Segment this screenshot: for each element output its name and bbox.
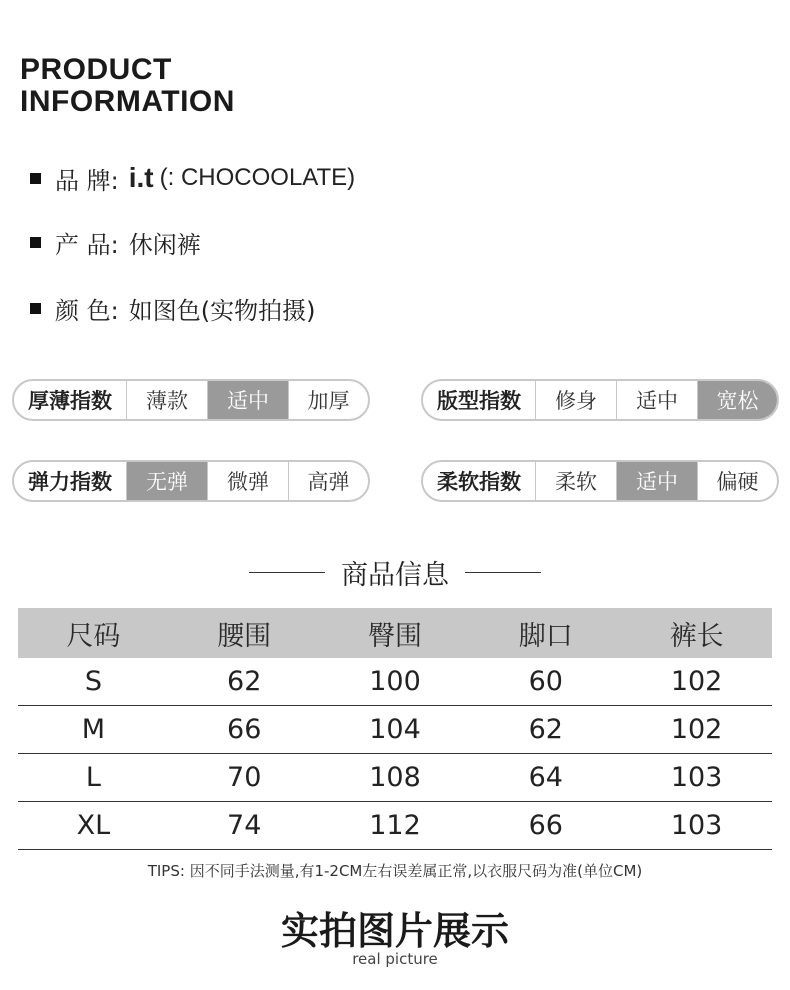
bullet-icon	[30, 237, 41, 248]
header-cell: 尺码	[66, 620, 121, 652]
table-cell: 66	[227, 714, 262, 745]
header-cell: 臀围	[367, 620, 422, 652]
meter-label: 版型指数	[423, 381, 536, 419]
brand-logo: i.t	[128, 162, 154, 193]
bullet-icon	[30, 303, 41, 314]
product-value: 休闲裤	[128, 230, 201, 259]
table-cell: 103	[670, 762, 723, 793]
table-cell: 112	[369, 810, 421, 841]
section-title	[0, 552, 790, 592]
meter-label: 柔软指数	[423, 462, 536, 500]
table-row	[18, 706, 772, 754]
divider-right	[465, 572, 541, 573]
meter-option: 宽松	[698, 381, 777, 419]
table-cell: 102	[670, 666, 723, 697]
table-cell: 102	[670, 714, 723, 745]
meter-option: 适中	[617, 462, 698, 500]
table-row	[18, 658, 772, 706]
divider-left	[249, 572, 325, 573]
table-cell: S	[84, 666, 102, 697]
table-cell: 70	[227, 762, 262, 793]
table-cell: L	[85, 762, 101, 793]
meter-option: 高弹	[307, 470, 350, 494]
heading-line-2: INFORMATION	[20, 85, 235, 118]
meter-option: 偏硬	[716, 470, 759, 494]
table-cell: XL	[76, 810, 111, 841]
table-cell: 100	[369, 666, 421, 697]
meter-thickness	[12, 379, 370, 421]
header-cell: 裤长	[669, 620, 724, 652]
table-cell: 66	[528, 810, 563, 841]
info-brand-row	[30, 162, 355, 194]
meter-option: 适中	[208, 381, 289, 419]
size-table-header	[18, 608, 772, 658]
meter-softness	[421, 460, 779, 502]
bullet-icon	[30, 173, 41, 184]
brand-label: 品 牌:	[55, 166, 119, 195]
table-cell: 103	[670, 810, 723, 841]
tips-note: TIPS: 因不同手法测量,有1-2CM左右误差属正常,以衣服尺码为准(单位CM)	[147, 862, 643, 880]
table-cell: 104	[369, 714, 421, 745]
meter-label: 弹力指数	[14, 462, 127, 500]
heading-line-1: PRODUCT	[20, 53, 172, 86]
meter-option: 薄款	[127, 381, 208, 419]
table-row	[18, 802, 772, 850]
info-color-row	[30, 292, 315, 324]
meter-option: 无弹	[127, 462, 208, 500]
photo-section-subtitle: real picture	[352, 950, 438, 968]
meter-fit	[421, 379, 779, 421]
meter-elasticity	[12, 460, 370, 502]
photo-section-title: 实拍图片展示	[280, 909, 509, 953]
brand-value: (: CHOCOOLATE)	[159, 164, 356, 191]
header-cell: 腰围	[217, 620, 272, 652]
table-cell: 62	[528, 714, 563, 745]
table-row	[18, 754, 772, 802]
meter-option: 柔软	[536, 462, 617, 500]
product-label: 产 品:	[55, 230, 119, 259]
color-value: 如图色(实物拍摄)	[128, 296, 316, 325]
color-label: 颜 色:	[55, 296, 119, 325]
section-title-text: 商品信息	[341, 559, 449, 591]
page-heading	[20, 54, 235, 118]
meter-option: 适中	[617, 381, 698, 419]
table-cell: 74	[227, 810, 262, 841]
meter-option: 修身	[536, 381, 617, 419]
table-cell: 108	[369, 762, 421, 793]
size-table	[18, 608, 772, 850]
meter-label: 厚薄指数	[14, 381, 127, 419]
info-product-row	[30, 226, 201, 258]
header-cell: 脚口	[518, 620, 573, 652]
table-cell: M	[81, 714, 106, 745]
table-cell: 60	[528, 666, 563, 697]
table-cell: 64	[528, 762, 563, 793]
meter-option: 微弹	[208, 462, 289, 500]
table-cell: 62	[227, 666, 262, 697]
meter-option: 加厚	[307, 389, 350, 413]
